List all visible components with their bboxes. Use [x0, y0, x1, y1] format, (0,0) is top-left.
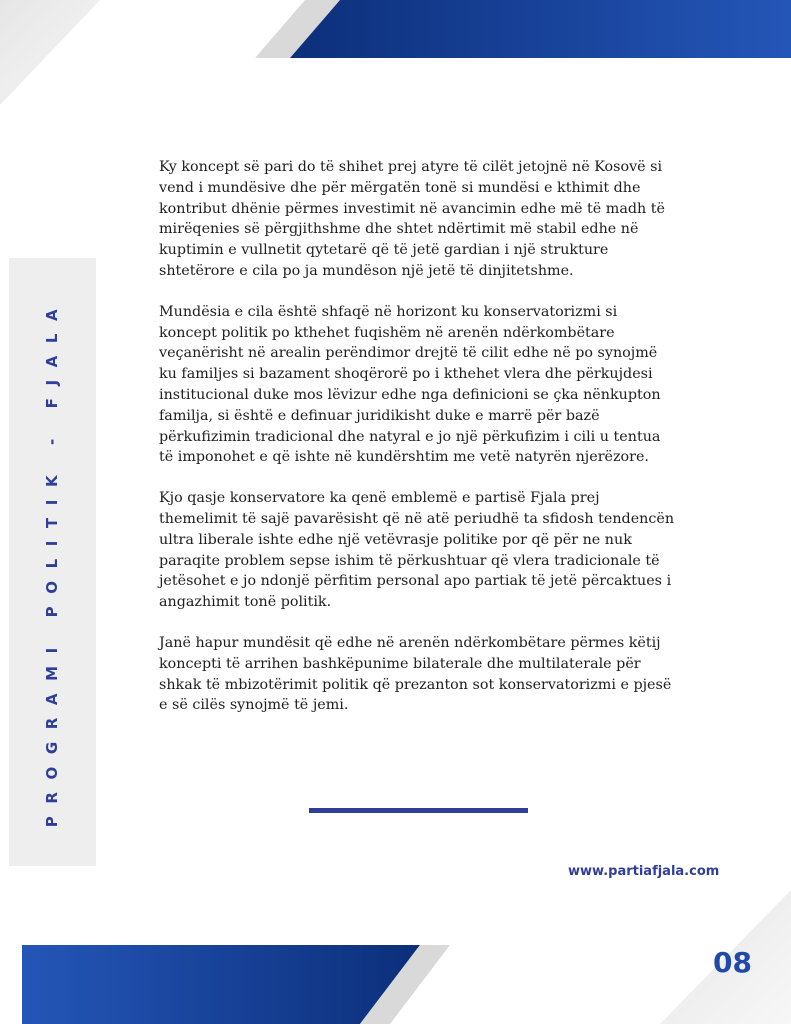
corner-triangle-top-left — [0, 0, 100, 105]
website-link[interactable]: www.partiafjala.com — [568, 864, 720, 879]
side-label: PROGRAMI POLITIK - FJALA — [43, 296, 61, 828]
paragraph: Ky koncept së pari do të shihet prej atyre të cilët jetojnë në Kosovë si vend i mundësive dhe për mërgatën tonë si mundësi e kthimit dhe kontribut dhënie përmes investimit në avancimin edhe më të madh të mirëqenies së përgjithshme dhe shtet ndërtimit më stabil edhe në kuptimin e vullnetit qytetarë që të jetë gardian i një strukture shtetërore e cila po ja mundëson një jetë të dinjitetshme. — [159, 159, 665, 279]
paragraph: Mundësia e cila është shfaqë në horizont ku konservatorizmi si koncept politik po kthehet fuqishëm në arenën ndërkombëtare veçanërisht në arealin perëndimor drejtë të cilit edhe në po synojmë ku familjes si bazament shoqërorë po i kthehet vlera dhe përkujdesi institucional duke mos lëvizur edhe nga definicioni se çka nënkupton familja, si është e definuar juridikisht duke e marrë për bazë përkufizimin tradicional dhe natyral e jo një përkufizim i cili u tentua të imponohet e që ishte në kundërshtim me vetë natyrën njerëzore. — [159, 303, 661, 466]
top-blue-band — [290, 0, 791, 58]
divider-line — [309, 808, 528, 813]
body-text — [159, 157, 679, 736]
bottom-blue-band — [22, 945, 420, 1024]
page-number: 08 — [713, 946, 752, 979]
paragraph: Janë hapur mundësit që edhe në arenën ndërkombëtare përmes këtij koncepti të arrihen bashkëpunime bilaterale dhe multilaterale për shkak të mbizotërimit politik që prezanton sot konservatorizmi e pjesë e së cilës synojmë të jemi. — [159, 634, 672, 714]
paragraph: Kjo qasje konservatore ka qenë emblemë e partisë Fjala prej themelimit të sajë pavarësisht që në atë periudhë ta sfidosh tendencën ultra liberale ishte edhe një vetëvrasje politike por që për ne nuk paraqite problem sepse ishim të përkushtuar që vlera tradicionale të jetësohet e jo ndonjë përfitim personal apo partiak të jetë përcaktues i angazhimit tonë politik. — [159, 490, 675, 611]
